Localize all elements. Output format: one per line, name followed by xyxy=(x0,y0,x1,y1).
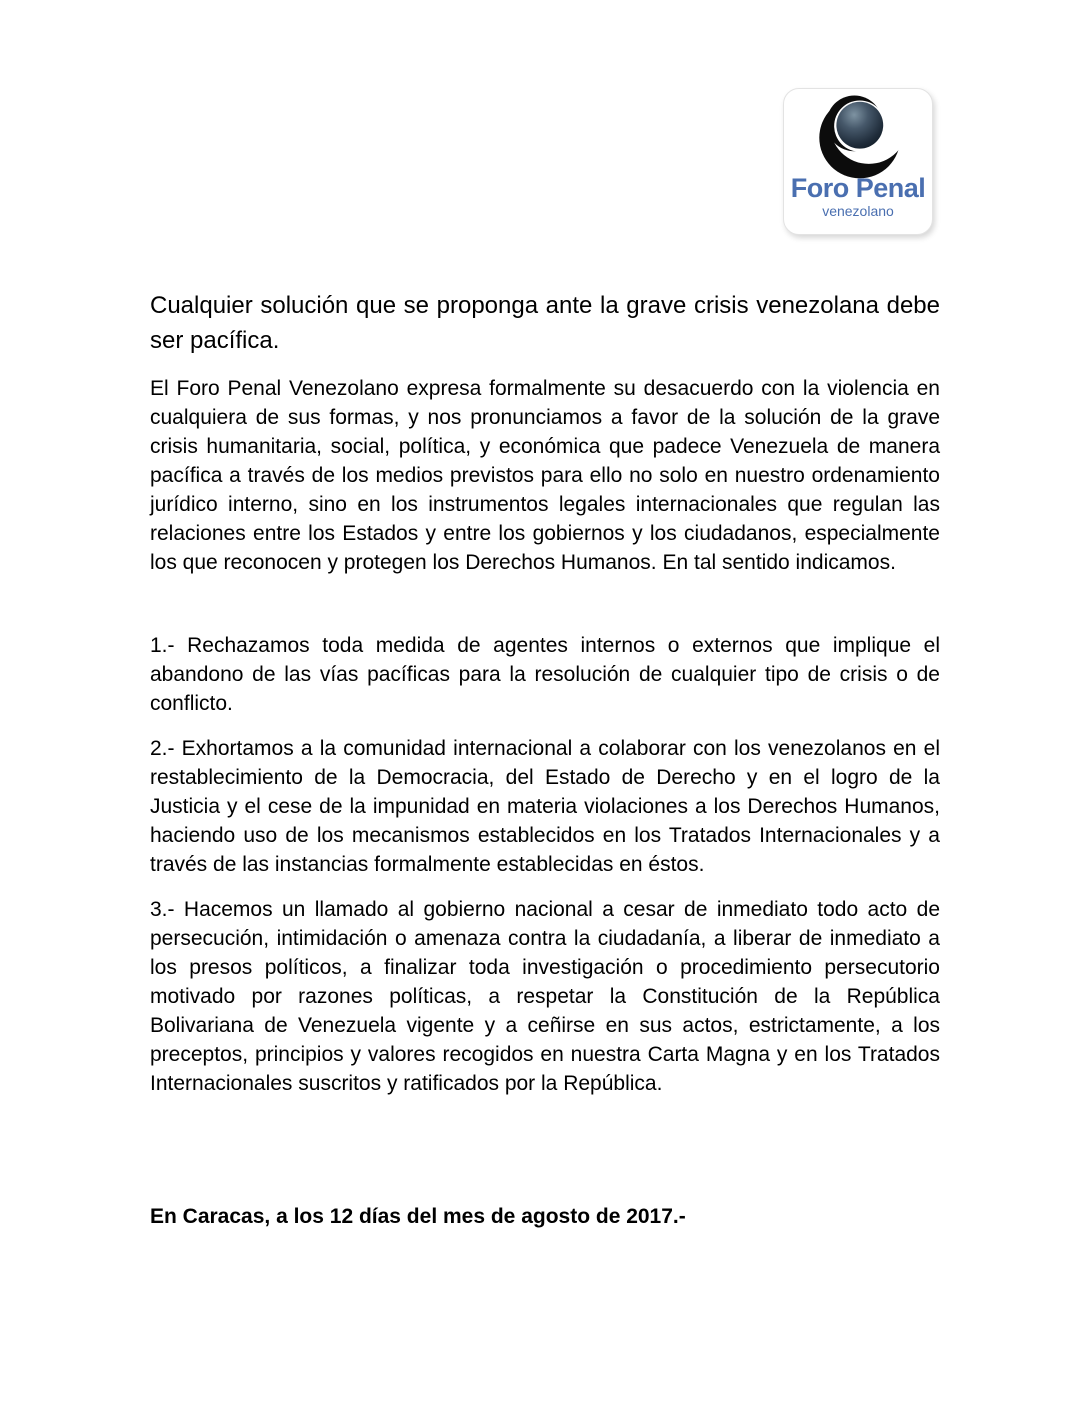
closing-date-line: En Caracas, a los 12 días del mes de agosto de 2017.- xyxy=(150,1205,686,1228)
logo-subtitle: venezolano xyxy=(822,203,894,219)
intro-paragraph: El Foro Penal Venezolano expresa formalmente su desacuerdo con la violencia en cualquiera de sus formas, y nos pronunciamos a favor de la solución de la grave crisis humanitaria, social, política, y económica que padece Venezuela de manera pacífica a través de los medios previstos para ello no solo en nuestro ordenamiento jurídico interno, sino en los instrumentos legales internacionales que regulan las relaciones entre los Estados y entre los gobiernos y los ciudadanos, especialmente los que reconocen y protegen los Derechos Humanos. En tal sentido indicamos. xyxy=(150,377,940,574)
foro-penal-crescent-sphere-icon xyxy=(812,91,904,181)
point-paragraph-3: 3.- Hacemos un llamado al gobierno nacional a cesar de inmediato todo acto de persecución, intimidación o amenaza contra la ciudadanía, a liberar de inmediato a los presos políticos, a finalizar toda investigación o procedimiento persecutorio motivado por razones políticas, a respetar la Constitución de la República Bolivariana de Venezuela vigente y a ceñirse en sus actos, estrictamente, a los preceptos, principios y valores recogidos en nuestra Carta Magna y en los Tratados Internacionales suscritos y ratificados por la República. xyxy=(150,898,940,1095)
point-paragraph-1: 1.- Rechazamos toda medida de agentes internos o externos que implique el abandono de las vías pacíficas para la resolución de cualquier tipo de crisis o de conflicto. xyxy=(150,634,940,715)
point-paragraph-2: 2.- Exhortamos a la comunidad internacional a colaborar con los venezolanos en el restablecimiento de la Democracia, del Estado de Derecho y en el logro de la Justicia y el cese de la impunidad en materia violaciones a los Derechos Humanos, haciendo uso de los mecanismos establecidos en los Tratados Internacionales y a través de las instancias formalmente establecidas en éstos. xyxy=(150,737,940,876)
foro-penal-logo-badge xyxy=(783,88,933,235)
document-title: Cualquier solución que se proponga ante la grave crisis venezolana debe ser pacífica. xyxy=(150,292,940,354)
logo-title: Foro Penal xyxy=(790,173,926,203)
